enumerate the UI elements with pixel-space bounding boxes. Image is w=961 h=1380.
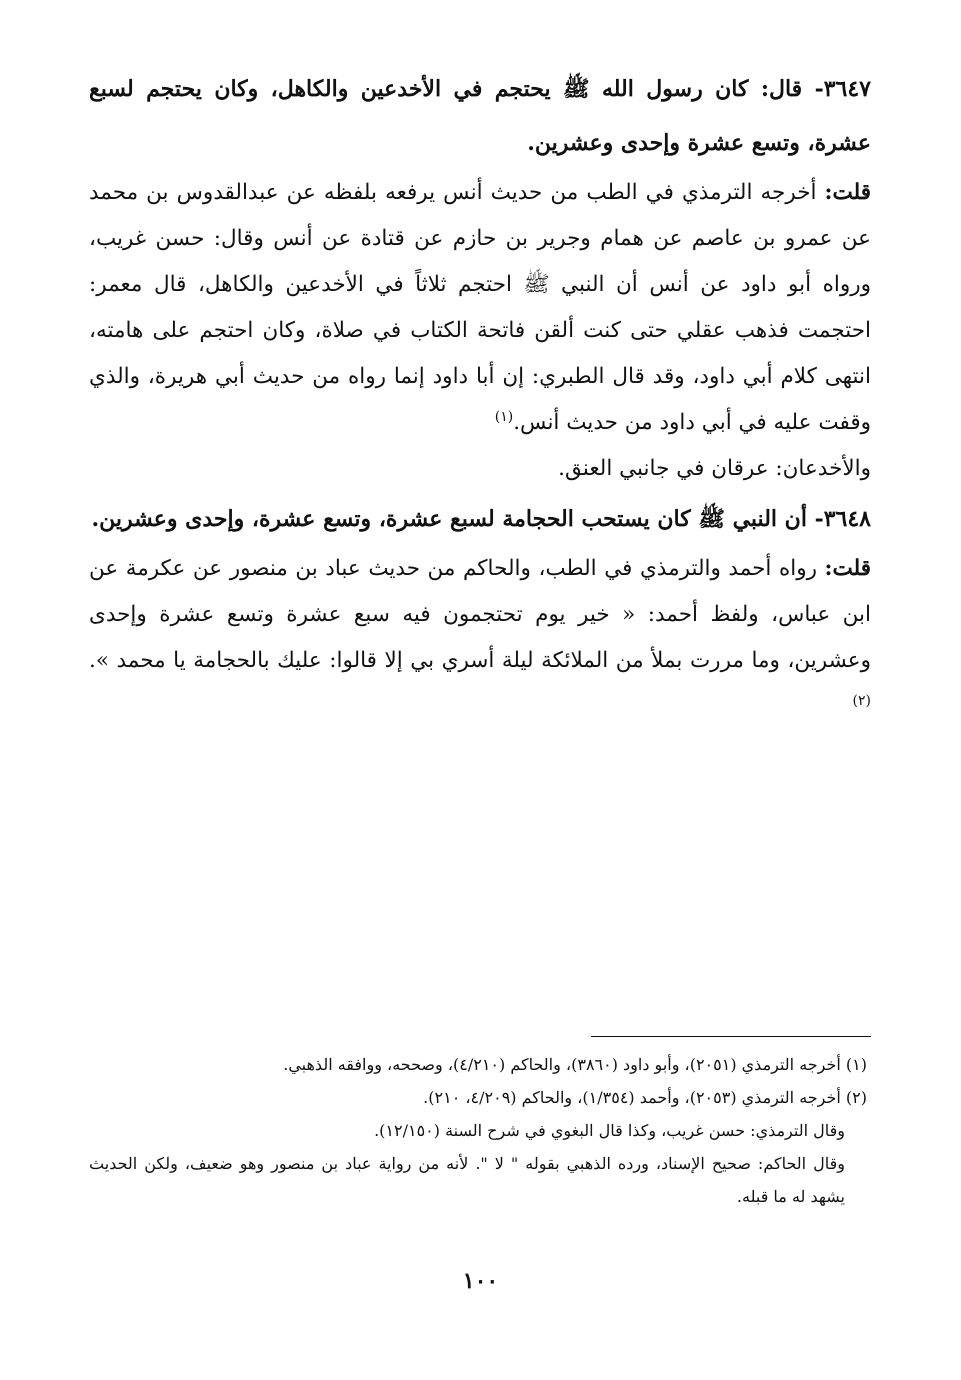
footnote-ref-2: (٢) [852, 692, 871, 709]
hadith-3648-text: ٣٦٤٨- أن النبي ﷺ كان يستحب الحجامة لسبع عشرة، وتسع عشرة، وإحدى وعشرين. [91, 506, 871, 532]
hadith-3648 [89, 492, 871, 546]
commentary-3648 [89, 546, 871, 730]
footnotes [89, 1048, 867, 1213]
footnote-2-note-hakim: وقال الحاكم: صحيح الإسناد، ورده الذهبي بقوله " لا ". لأنه من رواية عباد بن منصور وهو ضعيف، ولكن الحديث يشهد له ما قبله. [89, 1154, 845, 1206]
footnote-ref-1: (١) [494, 408, 514, 425]
commentary-lead: قلت: [824, 556, 871, 581]
commentary-3647 [89, 170, 871, 446]
footnote-2: (٢) أخرجه الترمذي (٢٠٥٣)، وأحمد (١/٣٥٤)، والحاكم (٤/٢٠٩، ٢١٠). [423, 1088, 867, 1107]
commentary-lead: قلت: [824, 180, 871, 205]
gloss-text: والأخدعان: عرقان في جانبي العنق. [558, 456, 871, 481]
gloss-line [89, 446, 871, 492]
commentary-3648-text: رواه أحمد والترمذي في الطب، والحاكم من حديث عباد بن منصور عن عكرمة عن ابن عباس، ولفظ أحمد: « خير يوم تحتجمون فيه سبع عشرة وتسع عشرة وإحدى وعشرين، وما مررت بملأ من الملائكة ليلة أسري بي إلا قالوا: عليك بالحجامة يا محمد ». [89, 556, 871, 673]
main-text [89, 62, 871, 730]
hadith-3647-text: ٣٦٤٧- قال: كان رسول الله ﷺ يحتجم في الأخدعين والكاهل، وكان يحتجم لسبع عشرة، وتسع عشرة وإحدى وعشرين. [89, 76, 871, 156]
commentary-3647-text: أخرجه الترمذي في الطب من حديث أنس يرفعه بلفظه عن عبدالقدوس بن محمد عن عمرو بن عاصم عن همام وجرير بن حازم عن قتادة عن أنس وقال: حسن غريب، ورواه أبو داود عن أنس أن النبي ﷺ احتجم ثلاثاً في الأخدعين والكاهل، قال معمر: احتجمت فذهب عقلي حتى كنت ألقن فاتحة الكتاب في صلاة، وكان احتجم على هامته، انتهى كلام أبي داود، وقد قال الطبري: إن أبا داود إنما رواه من حديث أبي هريرة، والذي وقفت عليه في أبي داود من حديث أنس. [89, 180, 871, 435]
footnote-divider [591, 1036, 871, 1037]
footnote-1: (١) أخرجه الترمذي (٢٠٥١)، وأبو داود (٣٨٦٠)، والحاكم (٤/٢١٠)، وصححه، ووافقه الذهبي. [283, 1055, 867, 1074]
footnote-2-note-tirmidhi: وقال الترمذي: حسن غريب، وكذا قال البغوي في شرح السنة (١٢/١٥٠). [374, 1121, 845, 1140]
hadith-3647 [89, 62, 871, 170]
page-number: ١٠٠ [462, 1268, 499, 1294]
